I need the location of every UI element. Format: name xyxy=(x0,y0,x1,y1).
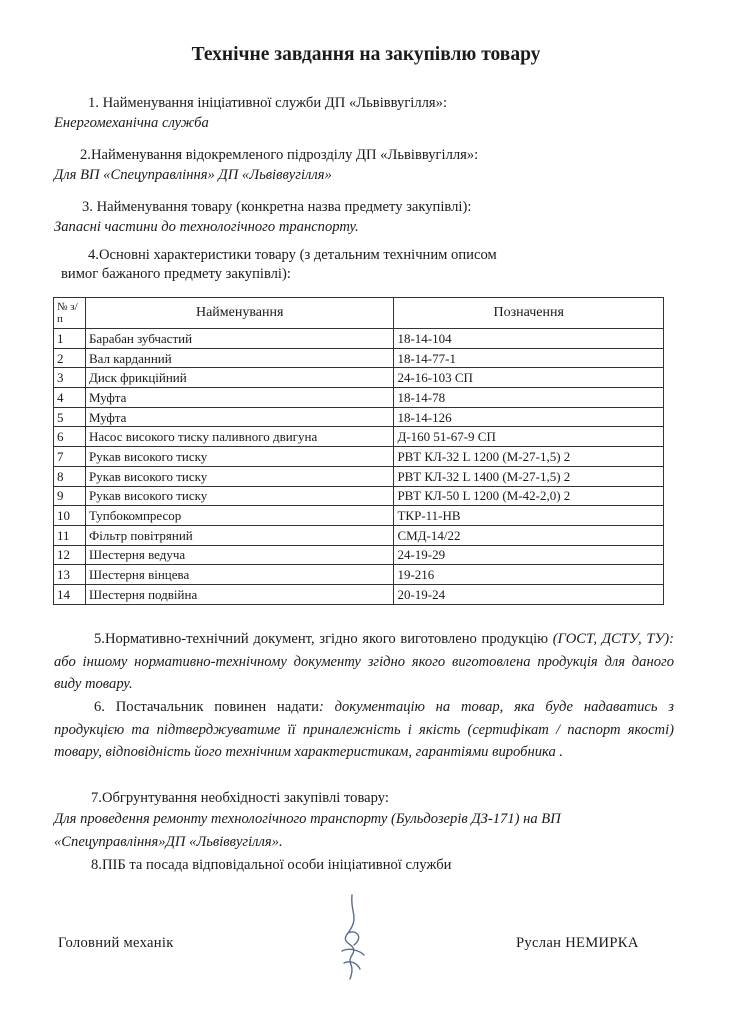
cell-designation: Д-160 51-67-9 СП xyxy=(394,427,664,447)
header-num: № з/п xyxy=(54,298,86,329)
cell-num: 4 xyxy=(54,388,86,408)
cell-num: 5 xyxy=(54,407,86,427)
signatory-name: Руслан НЕМИРКА xyxy=(516,935,639,951)
cell-num: 11 xyxy=(54,525,86,545)
cell-num: 6 xyxy=(54,427,86,447)
cell-designation: 18-14-104 xyxy=(394,329,664,349)
cell-designation: 20-19-24 xyxy=(394,584,664,604)
section7-heading: 7.Обгрунтування необхідності закупівлі товару: xyxy=(91,790,389,806)
cell-designation: СМД-14/22 xyxy=(394,525,664,545)
table-row xyxy=(54,584,664,604)
cell-designation: 18-14-126 xyxy=(394,407,664,427)
section7-value: Для проведення ремонту технологічного транспорту (Бульдозерів ДЗ-171) на ВП «Спецуправління»ДП «Львіввугілля». xyxy=(54,811,561,850)
cell-name: Диск фрикційний xyxy=(85,368,393,388)
section4-heading-line1: 4.Основні характеристики товару (з детальним технічним описом xyxy=(88,247,497,263)
section8-heading: 8.ПІБ та посада відповідальної особи ініціативної служби xyxy=(91,857,452,873)
cell-name: Муфта xyxy=(85,407,393,427)
table-row xyxy=(54,545,664,565)
table-row xyxy=(54,427,664,447)
cell-designation: РВТ КЛ-32 L 1200 (М-27-1,5) 2 xyxy=(394,447,664,467)
section5-italic: (ГОСТ, ДСТУ, ТУ): або іншому нормативно-технічному документу згідно якого виготовлена продукція для даного виду товару. xyxy=(54,631,675,692)
table-row xyxy=(54,368,664,388)
cell-name: Шестерня подвійна xyxy=(85,584,393,604)
section2-heading: 2.Найменування відокремленого підрозділу ДП «Львіввугілля»: xyxy=(80,147,479,163)
header-designation: Позначення xyxy=(394,298,664,329)
cell-name: Насос високого тиску паливного двигуна xyxy=(85,427,393,447)
cell-num: 13 xyxy=(54,565,86,585)
section6-italic: : документацію на товар, яка буде надаватись з продукцією та підтверджуватиме її приналежність і якість (сертифікат / паспорт якості) товару, відповідність його технічним характеристикам, гарантіями виробника . xyxy=(54,699,675,760)
cell-name: Муфта xyxy=(85,388,393,408)
signatory-position: Головний механік xyxy=(58,935,174,951)
cell-name: Шестерня ведуча xyxy=(85,545,393,565)
table-row xyxy=(54,565,664,585)
table-row xyxy=(54,329,664,349)
table-row xyxy=(54,388,664,408)
cell-designation: РВТ КЛ-50 L 1200 (М-42-2,0) 2 xyxy=(394,486,664,506)
table-row xyxy=(54,407,664,427)
cell-name: Барабан зубчастий xyxy=(85,329,393,349)
cell-name: Тупбокомпресор xyxy=(85,506,393,526)
table-row xyxy=(54,486,664,506)
table-row xyxy=(54,447,664,467)
cell-name: Рукав високого тиску xyxy=(85,466,393,486)
section6-paragraph xyxy=(54,696,674,764)
table-row xyxy=(54,525,664,545)
section5-lead: 5.Нормативно-технічний документ, згідно якого виготовлено продукцію xyxy=(94,631,549,647)
document-title: Технічне завдання на закупівлю товару xyxy=(191,44,541,65)
header-name: Найменування xyxy=(85,298,393,329)
cell-designation: 24-16-103 СП xyxy=(394,368,664,388)
cell-num: 9 xyxy=(54,486,86,506)
cell-designation: ТКР-11-НВ xyxy=(394,506,664,526)
cell-num: 7 xyxy=(54,447,86,467)
cell-designation: 19-216 xyxy=(394,565,664,585)
cell-num: 1 xyxy=(54,329,86,349)
cell-designation: 18-14-77-1 xyxy=(394,348,664,368)
cell-num: 3 xyxy=(54,368,86,388)
table-row xyxy=(54,466,664,486)
cell-designation: 18-14-78 xyxy=(394,388,664,408)
section3-heading: 3. Найменування товару (конкретна назва предмету закупівлі): xyxy=(82,199,472,215)
cell-name: Рукав високого тиску xyxy=(85,447,393,467)
cell-name: Шестерня вінцева xyxy=(85,565,393,585)
section6-lead: 6. Постачальник повинен надати xyxy=(94,699,319,715)
section1-value: Енергомеханічна служба xyxy=(54,115,209,131)
cell-designation: 24-19-29 xyxy=(394,545,664,565)
section2-value: Для ВП «Спецуправління» ДП «Львіввугілля» xyxy=(54,167,332,183)
cell-name: Фільтр повітряний xyxy=(85,525,393,545)
cell-designation: РВТ КЛ-32 L 1400 (М-27-1,5) 2 xyxy=(394,466,664,486)
section3-value: Запасні частини до технологічного транспорту. xyxy=(54,219,359,235)
cell-num: 10 xyxy=(54,506,86,526)
cell-name: Вал карданний xyxy=(85,348,393,368)
section1-heading: 1. Найменування ініціативної служби ДП «Львіввугілля»: xyxy=(88,95,447,111)
handwritten-signature xyxy=(330,893,378,983)
cell-num: 8 xyxy=(54,466,86,486)
cell-num: 2 xyxy=(54,348,86,368)
table-header-row xyxy=(54,298,664,329)
table-row xyxy=(54,506,664,526)
products-table xyxy=(53,297,664,605)
cell-num: 14 xyxy=(54,584,86,604)
section4-heading-line2: вимог бажаного предмету закупівлі): xyxy=(61,266,291,282)
section5-paragraph xyxy=(54,628,674,696)
cell-name: Рукав високого тиску xyxy=(85,486,393,506)
cell-num: 12 xyxy=(54,545,86,565)
table-row xyxy=(54,348,664,368)
